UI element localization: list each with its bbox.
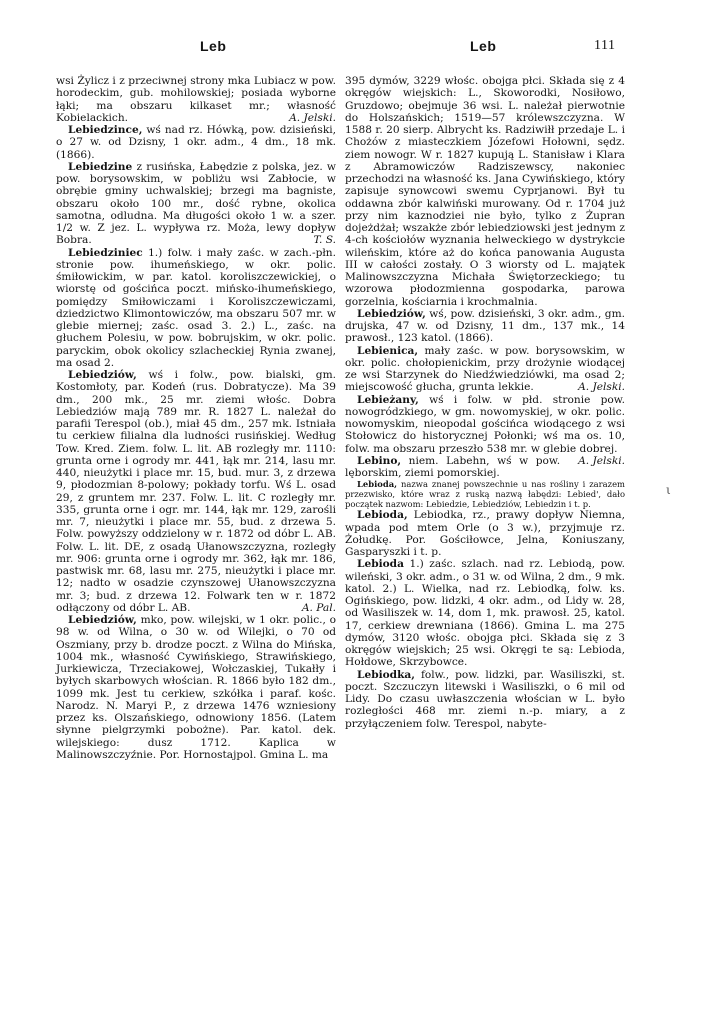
entry-headword: Lebioda, — [357, 479, 398, 490]
dictionary-entry — [345, 558, 625, 668]
dictionary-entry — [56, 161, 336, 247]
entry-headword: Lebiedziów, — [68, 369, 137, 381]
entry-signature: A. Jelski. — [578, 381, 625, 394]
dictionary-entry — [56, 247, 336, 370]
entry-signature: T. S. — [313, 234, 336, 247]
entry-text: wś i folw. w płd. stronie pow. nowogródzkiego, w gm. nowomyskiej, w okr. polic. nowomyskim, nieopodal gościńca wiodącego z wsi Stołowicz do historycznej Połonki; wś ma os. 10, folw. ma obszaru przeszło 538 mr. w glebie dobrej. — [345, 393, 625, 455]
entry-text: Lebiodka, rz., prawy dopływ Niemna, wpada pod mtem Orle (o 3 w.), przyjmuje rz. Żołudkę. Por. Gościłowce, Jelna, Koniuszany, Gasparyszki i t. p. — [345, 509, 625, 558]
running-header-center: Leb — [470, 38, 497, 54]
dictionary-entry — [345, 345, 625, 394]
margin-mark: ι — [666, 483, 671, 497]
left-column — [56, 75, 336, 761]
entry-text: niem. Labehn, wś w pow. lęborskim, ziemi pomorskiej. — [345, 454, 561, 479]
entry-headword: Lebino, — [357, 454, 402, 467]
running-header-left: Leb — [200, 38, 227, 54]
dictionary-entry — [56, 614, 336, 761]
dictionary-entry — [56, 369, 336, 614]
entry-headword: Lebiedziów, — [357, 307, 426, 320]
dictionary-entry — [345, 75, 625, 308]
entry-headword: Lebiedziniec — [68, 246, 143, 259]
entry-text: wsi Żylicz i z przeciwnej strony mka Lubiacz w pow. horodeckim, gub. mohilowskiej; posiada wyborne łąki; ma obszaru kilkaset mr.; własność Kobielackich. — [56, 75, 336, 124]
entry-text: mko, pow. wilejski, w 1 okr. polic., o 98 w. od Wilna, o 30 w. od Wilejki, o 70 od Oszmiany, przy b. drodze poczt. z Wilna do Mińska, 1004 mk., własność Cywińskiego, Strawińskiego, Jurkiewicza, Trzeciakowej, Wołczaskiej, Tukałły i byłych skarbowych włościan. R. 1866 było 182 dm., 1099 mk. Jest tu cerkiew, szkółka i paraf. kośc. Narodz. N. Maryi P., z drzewa 1476 wzniesiony przez ks. Olszańskiego, odnowiony 1856. (Latem słynne pielgrzymki pobożne). Par. katol. dek. wilejskiego: dusz 1712. Kaplica w Malinowszczyźnie. Por. Hornostajpol. Gmina L. ma — [56, 614, 337, 761]
dictionary-entry — [345, 479, 625, 509]
entry-headword: Lebiedzince, — [68, 124, 143, 136]
entry-text: z rusińska, Łabędzie z polska, jez. w pow. borysowskim, w pobliżu wsi Zabłocie, w obrębie gminy uchwalskiej; brzegi ma bagniste, obszaru około 100 mr., dość rybne, okolica samotna, odludna. Ma długości około 1 w. a szer. 1/2 w. Z jez. L. wypływa rz. Moża, lewy dopływ Bobra. — [56, 160, 336, 247]
entry-text: 1.) zaśc. szlach. nad rz. Lebiodą, pow. wileński, 3 okr. adm., o 31 w. od Wilna, 2 dm., 9 mk. katol. 2.) L. Wielka, nad rz. Lebiodką, folw. ks. Ogińskiego, pow. lidzki, 4 okr. adm., od Lidy w. 28, od Wasiliszek w. 14, dom 1, mk. prawosł. 25, katol. 17, cerkiew drewniana (1866). Gmina L. ma 275 dymów, 3120 włośc. obojga płci. Składa się z 3 okręgów wiejskich; 25 wsi. Okręgi te są: Lebioda, Hołdowe, Skrzybowce. — [345, 558, 625, 669]
dictionary-entry — [345, 509, 625, 558]
entry-text: wś, pow. dzisieński, 3 okr. adm., gm. drujska, 47 w. od Dzisny, 11 dm., 137 mk., 14 prawosł., 123 katol. (1866). — [345, 307, 625, 345]
right-column — [345, 75, 625, 730]
entry-headword: Lebiodka, — [357, 668, 415, 681]
entry-text: 1.) folw. i mały zaśc. w zach.-płn. stronie pow. ihumeńskiego, w okr. polic. śmiłowickim, w par. katol. koroliszczewickiej, o wiorstę od gościńca poczt. mińsko-ihumeńskiego, pomiędzy Smiłowiczami i Koroliszczewiczami, dziedzictwo Klimontowiczów, ma obszaru 507 mr. w glebie miernej; zaśc. osad 3. 2.) L., zaśc. na głuchem Polesiu, w pow. bobrujskim, w okr. polic. paryckim, obok okolicy szlacheckiej Rynia zwanej, ma osad 2. — [56, 246, 336, 369]
entry-text: wś i folw., pow. bialski, gm. Kostomłoty, par. Kodeń (rus. Dobratycze). Ma 39 dm., 200 mk., 25 mr. ziemi włośc. Dobra Lebiedziów mają 789 mr. R. 1827 L. należał do parafii Terespol (ob.), miał 45 dm., 257 mk. Istniała tu cerkiew filialna dla ludności rusińskiej. Według Tow. Kred. Ziem. folw. L. lit. AB rozległy mr. 1110: grunta orne i ogrody mr. 441, łąk mr. 214, lasu mr. 440, nieużytki i place mr. 15, bud. mur. 3, z drzewa 9, płodozmian 8-polowy; pokłady torfu. Wś L. osad 29, z gruntem mr. 237. Folw. L. lit. C rozległy mr. 335, grunta orne i ogr. mr. 144, łąk mr. 129, zarośli mr. 7, nieużytki i place mr. 55, bud. z drzewa 5. Folw. powyższy oddzielony w r. 1872 od dóbr L. AB. Folw. L. lit. DE, z osadą Ułanowszczyzna, rozległy mr. 906: grunta orne i ogrody mr. 362, łąk mr. 186, pastwisk mr. 68, lasu mr. 275, nieużytki i place mr. 12; nadto w osadzie czynszowej Ułanowszczyzna mr. 3; bud. z drzewa 12. Folwark ten w r. 1872 odłączony od dóbr L. AB. — [56, 369, 336, 614]
entry-headword: Lebieżany, — [357, 393, 419, 406]
entry-text: nazwa znanej powszechnie u nas rośliny i zarazem przezwisko, które wraz z ruską nazwą łabędzi: Lebied', dało początek nazwom: Lebiedzie, Lebiedziów, Lebiedzin i t. p. — [345, 479, 625, 510]
entry-headword: Lebienica, — [357, 344, 419, 357]
page-number: 111 — [594, 38, 616, 53]
entry-text: wś nad rz. Hówką, pow. dzisieński, o 27 w. od Dzisny, 1 okr. adm., 4 dm., 18 mk. (1866). — [56, 124, 336, 161]
dictionary-entry — [56, 75, 336, 124]
entry-headword: Lebiedzine — [68, 160, 133, 173]
dictionary-entry — [345, 669, 625, 730]
entry-signature: A. Pal. — [301, 601, 336, 614]
entry-signature: A. Jelski. — [289, 111, 336, 124]
dictionary-entry — [345, 308, 625, 345]
entry-headword: Lebiedziów, — [68, 614, 137, 626]
entry-headword: Lebioda, — [357, 509, 408, 522]
dictionary-entry — [56, 124, 336, 161]
entry-text: mały zaśc. w pow. borysowskim, w okr. polic. chołopienickim, przy drożynie wiodącej ze wsi Starzynek do Niedźwiedziówki, ma osad 2; miejscowość głucha, grunta lekkie. — [345, 344, 625, 394]
entry-headword: Lebioda — [357, 558, 404, 571]
entry-signature: A. Jelski. — [578, 454, 625, 467]
entry-text: 395 dymów, 3229 włośc. obojga płci. Składa się z 4 okręgów wiejskich: L., Skoworodki, Nosiłowo, Gruzdowo; obejmuje 36 wsi. L. należał pierwotnie do Holszańskich; 1519—57 królewszczyzna. W 1588 r. 20 sierp. Albrycht ks. Radziwiłł przedaje L. i Chożów z miasteczkiem Józefowi Hołowni, sędz. ziem nowogr. W r. 1827 kupują L. Stanisław i Klara z Abramowiczów Radziszewscy, nakoniec przechodzi na własność ks. Jana Cywińskiego, który zapisuje synowcowi swemu Cyprjanowi. Był tu oddawna zbór kalwiński murowany. Od r. 1704 już przy nim kaznodziei nie było, tylko z Żupran dojeżdżał; wszakże zbór lebiedziowski jest jednym z 4-ch kościołów wyznania helweckiego w dystrykcie wileńskim, które aż do końca panowania Augusta III w całości zostały. O 3 wiorsty od L. majątek Malinowszczyzna Michała Świętorzeckiego; tu wzorowa płodozmienna gospodarka, parowa gorzelnia, kościarnia i krochmalnia. — [345, 75, 625, 308]
entry-text: folw., pow. lidzki, par. Wasiliszki, st. poczt. Szczuczyn litewski i Wasiliszki, o 6 mil od Lidy. Do czasu uwłaszczenia włościan w L. było rozległości 468 mr. ziemi n.-p. miary, a z przyłączeniem folw. Terespol, nabyte- — [345, 668, 625, 730]
